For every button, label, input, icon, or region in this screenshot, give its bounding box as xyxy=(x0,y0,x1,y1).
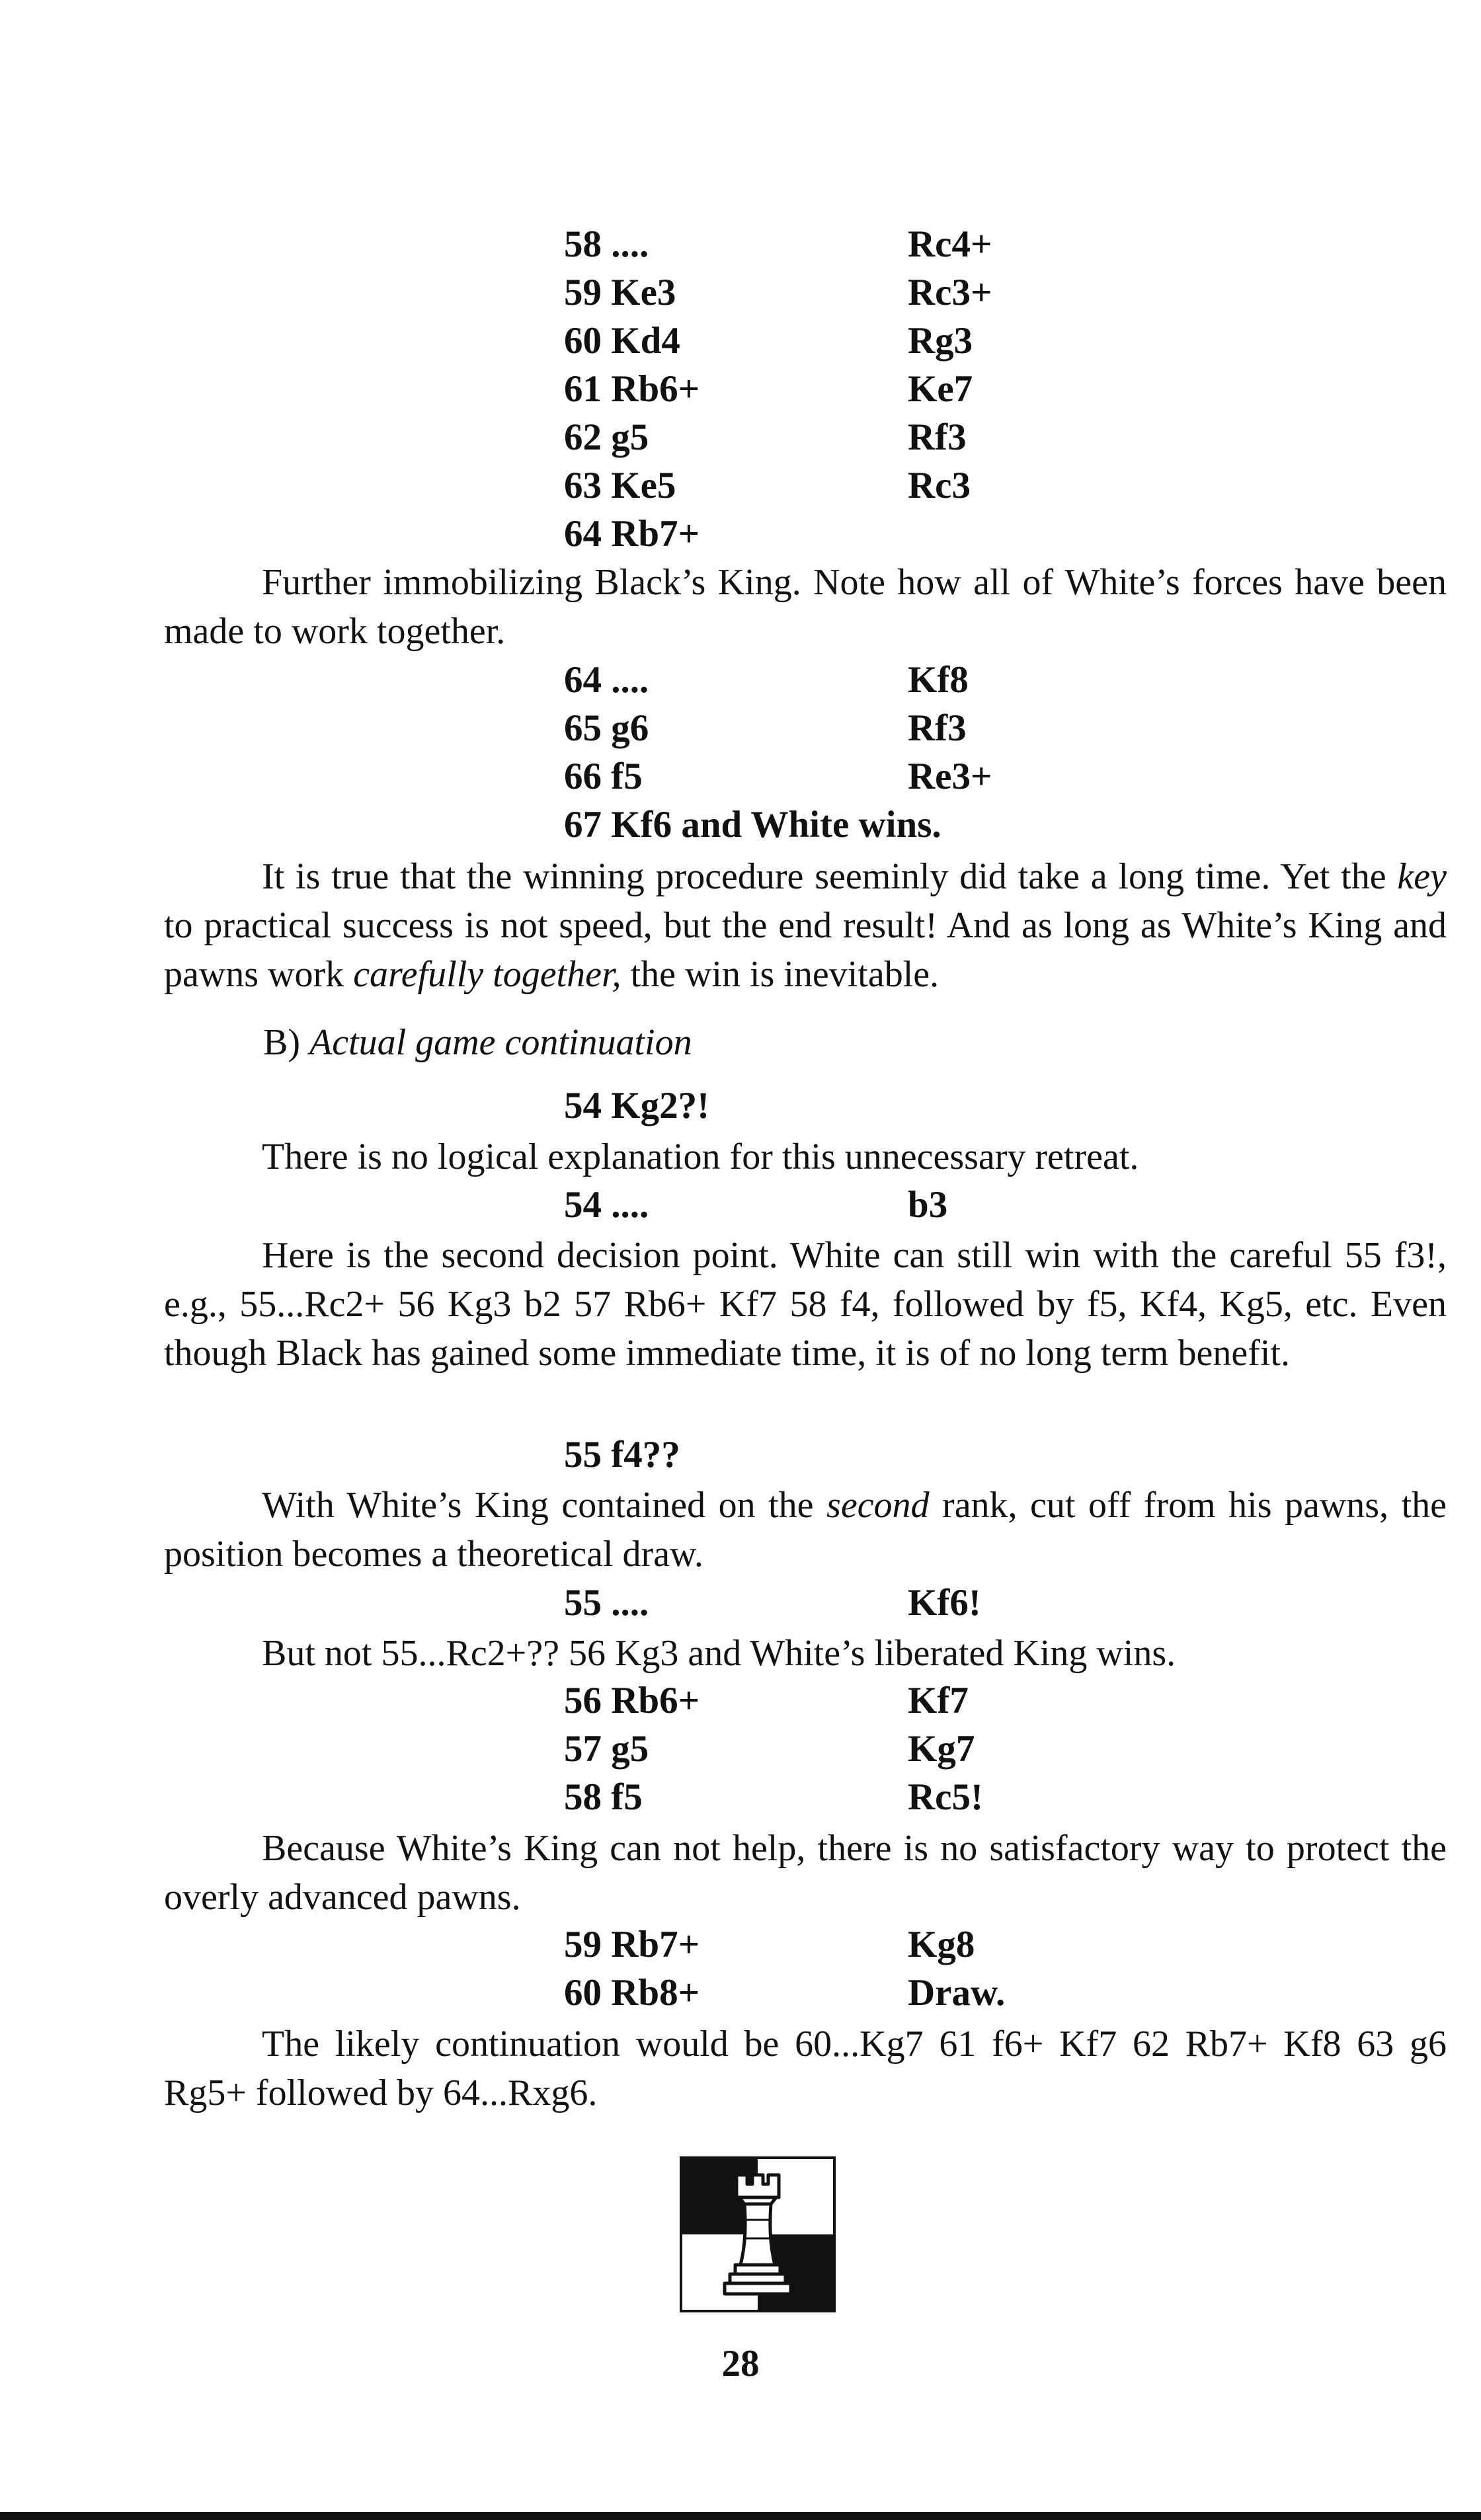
paragraph: Here is the second decision point. White can still win with the careful 55 f3!, e.g., 55...Rc2+ 56 Kg3 b2 57 Rb6+ Kf7 58 f4, followed by f5, Kf4, Kg5, etc. Even though Black has gained some immediate time, it is of no long term benefit. xyxy=(164,1235,1447,1374)
black-move: Ke7 xyxy=(908,368,973,410)
black-move: Rc3 xyxy=(908,465,971,506)
white-move: 67 Kf6 and White wins. xyxy=(564,804,941,846)
chess-rook-icon xyxy=(680,2156,836,2312)
white-move: 61 Rb6+ xyxy=(564,368,700,410)
white-move: 63 Ke5 xyxy=(564,465,676,506)
section-heading: B) Actual game continuation xyxy=(263,1022,692,1063)
white-move: 58 f5 xyxy=(564,1776,643,1818)
black-move: Kg7 xyxy=(908,1728,975,1770)
white-move: 64 .... xyxy=(564,659,649,701)
white-move: 55 .... xyxy=(564,1582,649,1624)
white-move: 59 Rb7+ xyxy=(564,1924,700,1965)
black-move: Rc3+ xyxy=(908,272,992,313)
white-move: 66 f5 xyxy=(564,756,643,797)
bottom-rule xyxy=(0,2512,1481,2520)
white-move: 59 Ke3 xyxy=(564,272,676,313)
white-move: 57 g5 xyxy=(564,1728,649,1770)
black-move: b3 xyxy=(908,1184,948,1226)
white-move: 65 g6 xyxy=(564,707,649,749)
black-move: Rc4+ xyxy=(908,223,992,265)
paragraph: With White’s King contained on the second rank, cut off from his pawns, the position becomes a theoretical draw. xyxy=(164,1485,1447,1575)
white-move: 56 Rb6+ xyxy=(564,1680,700,1721)
black-move: Rf3 xyxy=(908,416,967,458)
black-move: Kf6! xyxy=(908,1582,981,1624)
paragraph: Because White’s King can not help, there is no satisfactory way to protect the overly advanced pawns. xyxy=(164,1828,1447,1918)
white-move: 55 f4?? xyxy=(564,1434,680,1476)
black-move: Draw. xyxy=(908,1972,1006,2014)
black-move: Kg8 xyxy=(908,1924,975,1965)
white-move: 60 Kd4 xyxy=(564,320,680,362)
paragraph: It is true that the winning procedure seeminly did take a long time. Yet the key to practical success is not speed, but the end result! And as long as White’s King and pawns work carefully together, the win is inevitable. xyxy=(164,856,1447,995)
black-move: Kf7 xyxy=(908,1680,969,1721)
paragraph: Further immobilizing Black’s King. Note how all of White’s forces have been made to work together. xyxy=(164,562,1447,652)
black-move: Rc5! xyxy=(908,1776,983,1818)
black-move: Re3+ xyxy=(908,756,992,797)
black-move: Rf3 xyxy=(908,707,967,749)
white-move: 54 Kg2?! xyxy=(564,1085,710,1126)
white-move: 54 .... xyxy=(564,1184,649,1226)
paragraph: But not 55...Rc2+?? 56 Kg3 and White’s liberated King wins. xyxy=(262,1633,1176,1674)
white-move: 58 .... xyxy=(564,223,649,265)
paragraph: There is no logical explanation for this unnecessary retreat. xyxy=(262,1136,1139,1177)
white-move: 62 g5 xyxy=(564,416,649,458)
white-move: 64 Rb7+ xyxy=(564,513,700,555)
page-number: 28 xyxy=(721,2343,760,2384)
white-move: 60 Rb8+ xyxy=(564,1972,700,2014)
black-move: Rg3 xyxy=(908,320,973,362)
paragraph: The likely continuation would be 60...Kg7 61 f6+ Kf7 62 Rb7+ Kf8 63 g6 Rg5+ followed by 64...Rxg6. xyxy=(164,2024,1447,2113)
black-move: Kf8 xyxy=(908,659,969,701)
